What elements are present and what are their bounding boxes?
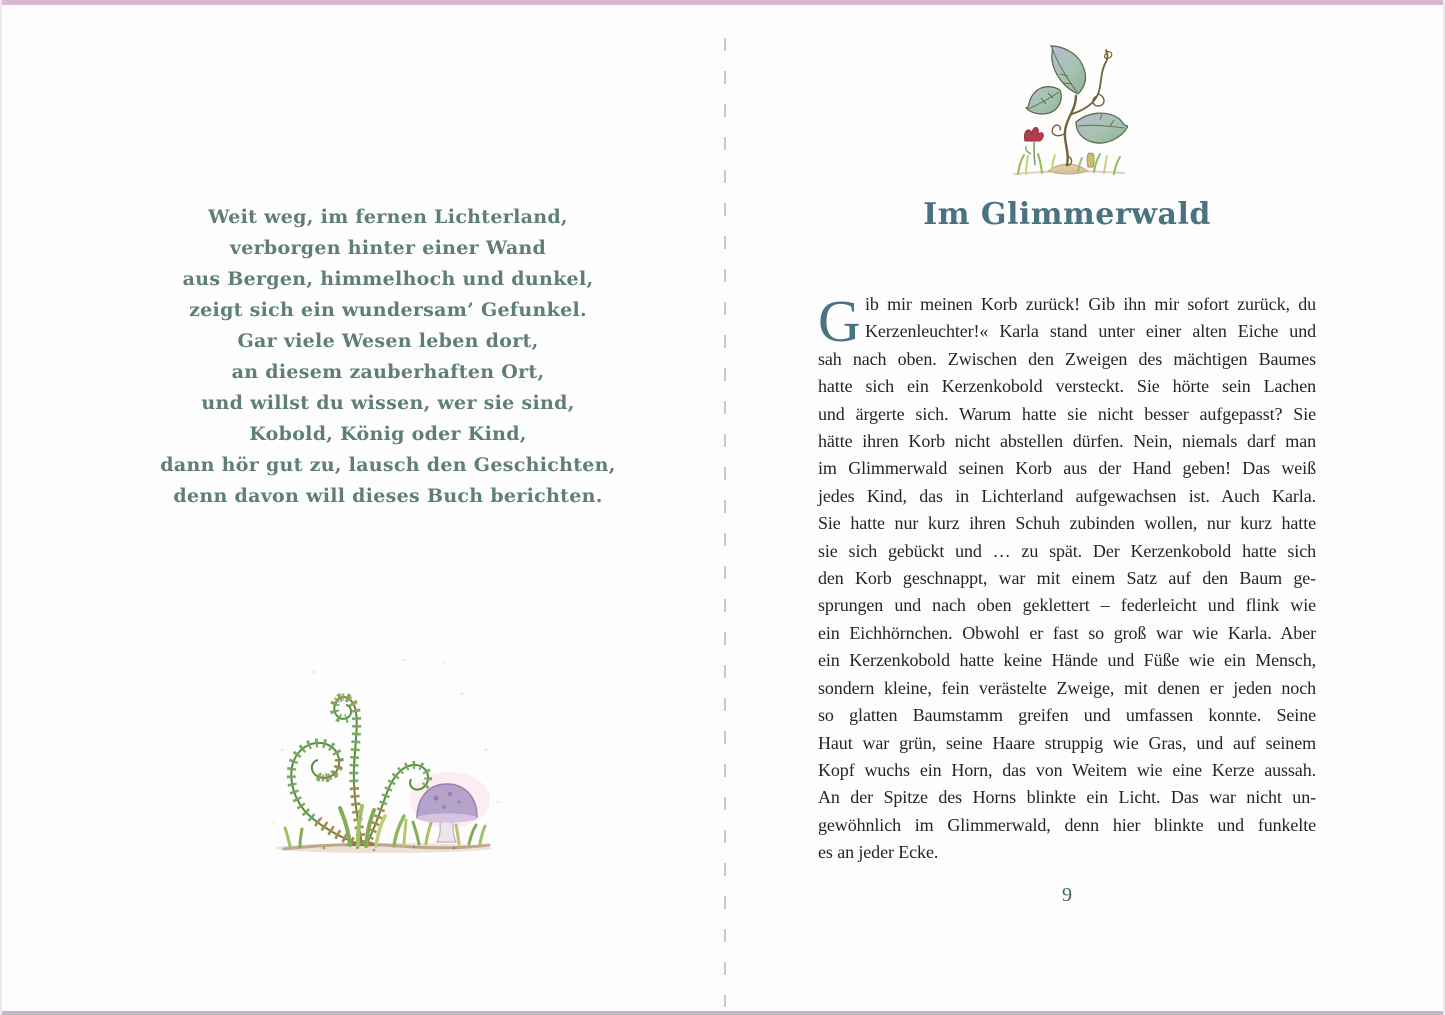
chapter-title: Im Glimmerwald <box>923 197 1211 232</box>
body-line: Sie hatte nur kurz ihren Schuh zubinden wollen, nur kurz hatte <box>818 513 1316 534</box>
body-line: so glatten Baumstamm greifen und umfassen konnte. Seine <box>818 705 1316 726</box>
body-line: ein Eichhörnchen. Obwohl er fast so groß war wie Karla. Aber <box>818 622 1316 643</box>
yellow-bud <box>1087 153 1094 167</box>
poem-line: an diesem zauberhaften Ort, <box>231 361 545 383</box>
poem-line: dann hör gut zu, lausch den Geschichten, <box>160 454 616 476</box>
body-line: jedes Kind, das in Lichterland aufgewachsen ist. Auch Karla. <box>818 485 1316 506</box>
body-line: sprungen und nach oben geklettert – federleicht und flink wie <box>818 595 1316 616</box>
body-line: den Korb geschnappt, war mit einem Satz auf den Baum ge- <box>818 568 1316 589</box>
poem-line: Weit weg, im fernen Lichterland, <box>208 206 568 228</box>
spine-dashed-line <box>724 38 726 1007</box>
body-line: sondern kleine, fein verästelte Zweige, mit denen er jeden noch <box>818 677 1316 698</box>
body-line: Haut war grün, seine Haare struppig wie Gras, und auf seinem <box>818 732 1316 753</box>
mushroom <box>417 784 477 842</box>
page-bottom-edge <box>2 1011 1443 1015</box>
body-line: hatte sich ein Kerzenkobold versteckt. Sie hörte sein Lachen <box>818 376 1316 397</box>
chapter-body <box>818 288 1316 867</box>
drop-cap: G <box>818 288 861 354</box>
poem-line: verborgen hinter einer Wand <box>229 237 547 259</box>
body-text <box>818 288 1316 867</box>
page-top-edge <box>2 0 1443 5</box>
fern-mushroom-illustration <box>254 632 510 868</box>
body-line: ein Kerzenkobold hatte keine Hände und Füße wie ein Mensch, <box>818 650 1316 671</box>
sprout-illustration <box>1010 38 1128 185</box>
body-line: und ärgerte sich. Warum hatte sie nicht besser aufgepasst? Sie <box>818 403 1316 424</box>
poem-line: Kobold, König oder Kind, <box>249 423 527 445</box>
body-line: gewöhnlich im Glimmerwald, denn hier blinkte und funkelte <box>818 814 1316 835</box>
page-number: 9 <box>1062 884 1072 906</box>
poem-line: und willst du wissen, wer sie sind, <box>201 392 575 414</box>
body-line: im Glimmerwald seinen Korb aus der Hand geben! Das weiß <box>818 458 1316 479</box>
sprout-leaves <box>1026 46 1128 143</box>
poem <box>38 202 738 512</box>
body-line: sah nach oben. Zwischen den Zweigen des mächtigen Baumes <box>818 348 1316 369</box>
poem-line: aus Bergen, himmelhoch und dunkel, <box>182 268 594 290</box>
body-line: Kopf wuchs ein Horn, das von Weitem wie eine Kerze aussah. <box>818 759 1316 780</box>
body-line: sie sich gebückt und … zu spät. Der Kerzenkobold hatte sich <box>818 540 1316 561</box>
body-line: An der Spitze des Horns blinkte ein Licht. Das war nicht un- <box>818 787 1316 808</box>
poem-line: Gar viele Wesen leben dort, <box>237 330 539 352</box>
body-line: ib mir meinen Korb zurück! Gib ihn mir sofort zurück, du <box>865 294 1316 314</box>
poem-line: denn davon will dieses Buch berichten. <box>173 485 603 507</box>
poem-line: zeigt sich ein wundersam’ Gefunkel. <box>189 299 587 321</box>
body-line: hätte ihren Korb nicht abstellen dürfen. Nein, niemals darf man <box>818 431 1316 452</box>
body-line: es an jeder Ecke. <box>818 842 939 863</box>
body-line: Kerzenleuchter!« Karla stand unter einer alten Eiche und <box>865 321 1316 342</box>
